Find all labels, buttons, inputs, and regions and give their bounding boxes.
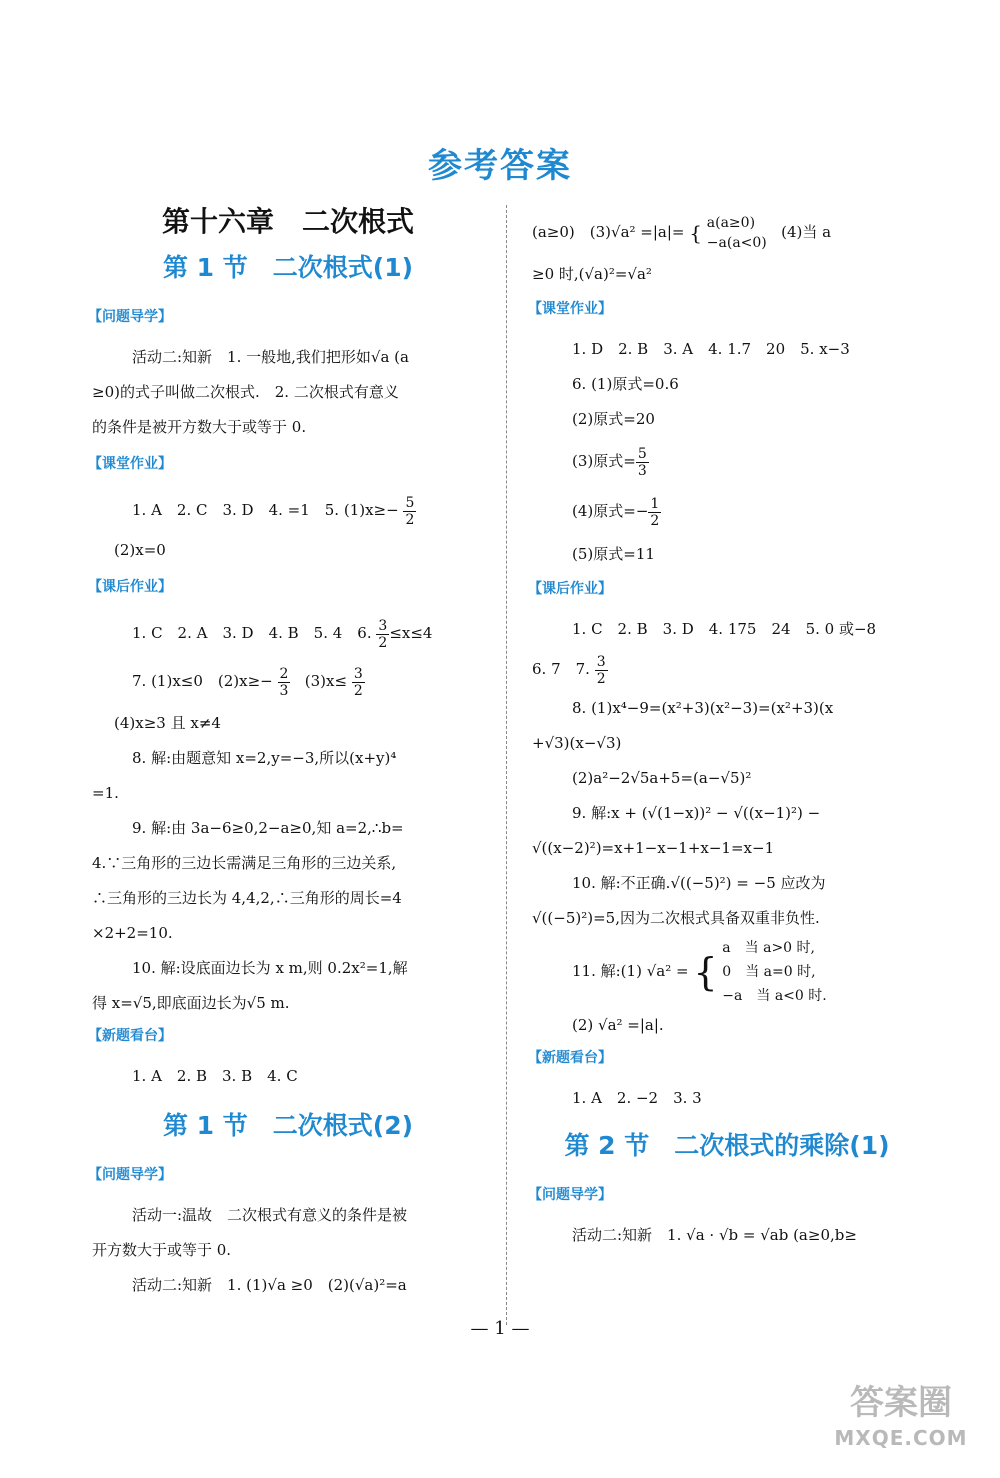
answer-line: 活动二:知新 1. √a · √b = √ab (a≥0,b≥: [572, 1226, 857, 1244]
answer-text: ≤x≤4: [389, 624, 433, 642]
case-line: 0 当 a=0 时,: [722, 964, 816, 980]
answer-line: [92, 487, 484, 533]
answer-line: 8. (1)x⁴−9=(x²+3)(x²−3)=(x²+3)(x: [572, 699, 834, 717]
tag-kehou: 【课后作业】: [528, 581, 612, 597]
answer-line: 8. 解:由题意知 x=2,y=−3,所以(x+y)⁴: [132, 749, 397, 767]
answer-text: (4)原式=−: [572, 502, 649, 520]
answer-line: ∴三角形的三边长为 4,4,2,∴三角形的周长=4: [92, 889, 402, 907]
fraction: [595, 654, 608, 687]
page-number: — 1 —: [470, 1318, 530, 1339]
answer-line: (2) √a² =|a|.: [572, 1016, 664, 1034]
fraction-den: 2: [596, 670, 606, 687]
fraction-num: 5: [405, 494, 415, 511]
answer-line: (2)a²−2√5a+5=(a−√5)²: [572, 769, 752, 787]
answer-line: √((x−2)²)=x+1−x−1+x−1=x−1: [532, 839, 775, 857]
answer-line: 1. A 2. −2 3. 3: [572, 1089, 702, 1107]
answer-line: 6. (1)原式=0.6: [572, 375, 679, 393]
answer-line: 1. D 2. B 3. A 4. 1.7 20 5. x−3: [572, 340, 850, 358]
fraction-num: 5: [637, 445, 647, 462]
fraction: [403, 495, 416, 528]
answer-line: ×2+2=10.: [92, 924, 173, 942]
answer-text: 6. 7 7.: [532, 660, 590, 678]
tag-ketang: 【课堂作业】: [528, 301, 612, 317]
answer-line: √((−5)²)=5,因为二次根式具备双重非负性.: [532, 909, 820, 927]
case-line: −a 当 a<0 时.: [722, 988, 827, 1004]
fraction-num: 2: [279, 665, 289, 682]
answer-line: ≥0 时,(√a)²=√a²: [532, 265, 652, 283]
section-title-1: 第 1 节 二次根式(1): [162, 253, 414, 282]
fraction: [376, 618, 389, 651]
answer-line: [92, 610, 484, 656]
answer-line: +√3)(x−√3): [532, 734, 622, 752]
answer-text: (a≥0) (3)√a² =|a|=: [532, 223, 685, 241]
tag-wenti: 【问题导学】: [88, 1167, 172, 1183]
page-title: 参考答案: [428, 146, 572, 186]
watermark-logo: [826, 1380, 976, 1460]
answer-line: 1. A 2. B 3. B 4. C: [132, 1067, 298, 1085]
answer-line: (4)x≥3 且 x≠4: [114, 714, 221, 732]
tag-wenti: 【问题导学】: [88, 309, 172, 325]
tag-ketang: 【课堂作业】: [88, 456, 172, 472]
answer-line: 活动二:知新 1. (1)√a ≥0 (2)(√a)²=a: [132, 1276, 407, 1294]
watermark-text: 答案圈: [850, 1383, 952, 1423]
section-title-3: 第 2 节 二次根式的乘除(1): [564, 1131, 890, 1160]
brace-icon: {: [689, 221, 702, 245]
answer-text: (4)当 a: [781, 223, 832, 241]
fraction: [648, 496, 661, 529]
answer-line: [532, 936, 922, 1008]
answer-line: 得 x=√5,即底面边长为√5 m.: [92, 994, 290, 1012]
case-line: −a(a<0): [706, 235, 767, 251]
chapter-title: 第十六章 二次根式: [161, 205, 414, 238]
answer-line: 1. C 2. B 3. D 4. 175 24 5. 0 或−8: [572, 620, 877, 638]
answer-line: 9. 解:由 3a−6≥0,2−a≥0,知 a=2,∴b=: [132, 819, 404, 837]
answer-text: 7. (1)x≤0 (2)x≥−: [132, 672, 273, 690]
tag-xinti: 【新题看台】: [88, 1028, 172, 1044]
answer-text: (3)原式=: [572, 452, 636, 470]
answer-line: [532, 208, 922, 257]
answer-line: 10. 解:不正确.√((−5)²) = −5 应改为: [572, 874, 826, 892]
fraction-num: 3: [378, 617, 388, 634]
fraction-num: 1: [650, 495, 660, 512]
answer-line: [92, 656, 484, 706]
answer-text: 1. C 2. A 3. D 4. B 5. 4 6.: [132, 624, 372, 642]
answer-line: [532, 437, 922, 485]
answer-line: ≥0)的式子叫做二次根式. 2. 二次根式有意义: [92, 383, 399, 401]
answer-text: (3)x≤: [304, 672, 348, 690]
case-line: a 当 a>0 时,: [722, 940, 815, 956]
answer-line: 的条件是被开方数大于或等于 0.: [92, 418, 307, 436]
fraction: [636, 446, 649, 479]
tag-xinti: 【新题看台】: [528, 1050, 612, 1066]
fraction-den: 2: [405, 511, 415, 528]
answer-line: 4.∵三角形的三边长需满足三角形的三边关系,: [92, 854, 397, 872]
answer-line: 10. 解:设底面边长为 x m,则 0.2x²=1,解: [132, 959, 408, 977]
case-line: a(a≥0): [706, 215, 756, 231]
left-column: [88, 200, 484, 1303]
right-column: [528, 208, 922, 1253]
tag-wenti: 【问题导学】: [528, 1187, 612, 1203]
tag-kehou: 【课后作业】: [88, 579, 172, 595]
answer-line: 开方数大于或等于 0.: [92, 1241, 232, 1259]
answer-line: (2)x=0: [114, 541, 166, 559]
column-divider: [506, 205, 507, 1325]
fraction-den: 2: [378, 634, 388, 651]
fraction-num: 3: [596, 653, 606, 670]
fraction-den: 2: [353, 682, 363, 699]
answer-line: (2)原式=20: [572, 410, 655, 428]
answer-line: 活动二:知新 1. 一般地,我们把形如√a (a: [132, 348, 409, 366]
answer-line: [532, 647, 922, 691]
answer-text: 11. 解:(1) √a² =: [572, 962, 689, 980]
brace-icon: {: [693, 950, 718, 994]
piecewise-cases: [722, 936, 826, 1008]
answer-line: (5)原式=11: [572, 545, 655, 563]
fraction-den: 2: [650, 512, 660, 529]
answer-line: =1.: [92, 784, 119, 802]
fraction: [278, 666, 291, 699]
watermark-url: MXQE.COM: [834, 1426, 968, 1450]
piecewise-cases: [707, 213, 767, 253]
answer-text: 1. A 2. C 3. D 4. =1 5. (1)x≥−: [132, 501, 399, 519]
fraction-den: 3: [279, 682, 289, 699]
fraction-den: 3: [637, 462, 647, 479]
answer-line: 9. 解:x + (√(1−x))² − √((x−1)²) −: [572, 804, 821, 822]
fraction-num: 3: [353, 665, 363, 682]
fraction: [352, 666, 365, 699]
answer-line: 活动一:温故 二次根式有意义的条件是被: [132, 1206, 408, 1224]
section-title-2: 第 1 节 二次根式(2): [162, 1111, 414, 1140]
answer-line: [532, 485, 922, 537]
